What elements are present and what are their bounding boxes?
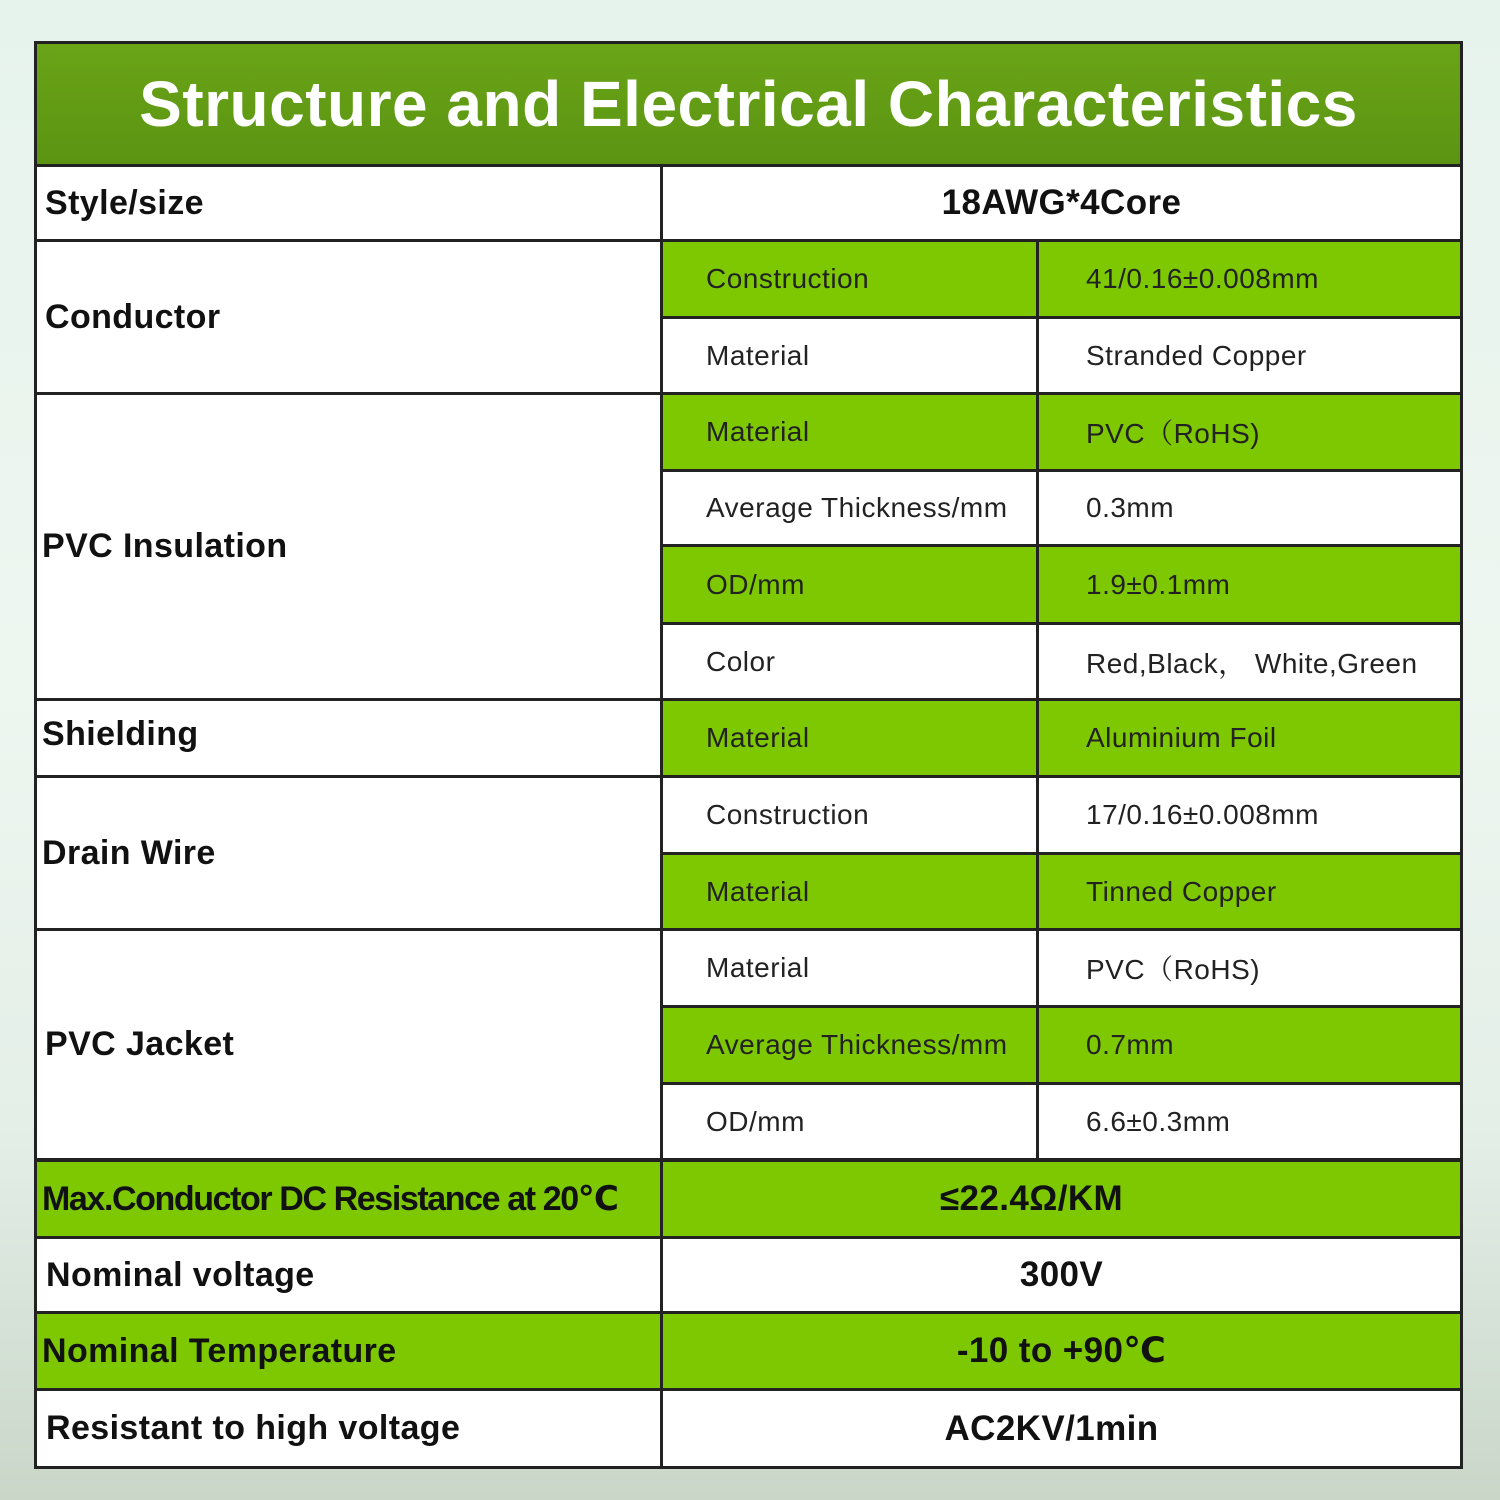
jacket-label: PVC Jacket (37, 931, 660, 1158)
voltage-label: Nominal voltage (37, 1239, 660, 1311)
conductor-label: Conductor (37, 242, 660, 392)
drain-wire-property: Construction (663, 778, 1036, 852)
style-size-value: 18AWG*4Core (663, 167, 1460, 239)
drain-wire-property: Material (663, 855, 1036, 928)
temperature-label: Nominal Temperature (37, 1314, 660, 1388)
shielding-property: Material (663, 701, 1036, 775)
high-voltage-label: Resistant to high voltage (37, 1391, 660, 1466)
insulation-label: PVC Insulation (37, 395, 660, 698)
high-voltage-value: AC2KV/1min (663, 1391, 1460, 1466)
insulation-value: Red,Black， White,Green (1039, 625, 1460, 698)
insulation-value: 1.9±0.1mm (1039, 547, 1460, 622)
conductor-value: 41/0.16±0.008mm (1039, 242, 1460, 316)
drain-wire-value: Tinned Copper (1039, 855, 1460, 928)
jacket-property: Material (663, 931, 1036, 1005)
jacket-property: OD/mm (663, 1085, 1036, 1158)
voltage-value: 300V (663, 1239, 1460, 1311)
insulation-property: Average Thickness/mm (663, 472, 1036, 544)
insulation-property: OD/mm (663, 547, 1036, 622)
jacket-value: 6.6±0.3mm (1039, 1085, 1460, 1158)
insulation-property: Color (663, 625, 1036, 698)
conductor-property: Material (663, 319, 1036, 392)
shielding-label: Shielding (37, 701, 660, 775)
jacket-property: Average Thickness/mm (663, 1008, 1036, 1082)
drain-wire-value: 17/0.16±0.008mm (1039, 778, 1460, 852)
insulation-property: Material (663, 395, 1036, 469)
temperature-value: -10 to +90℃ (663, 1314, 1460, 1388)
style-size-label: Style/size (37, 167, 660, 239)
insulation-value: 0.3mm (1039, 472, 1460, 544)
shielding-value: Aluminium Foil (1039, 701, 1460, 775)
drain-wire-label: Drain Wire (37, 778, 660, 928)
conductor-value: Stranded Copper (1039, 319, 1460, 392)
jacket-value: 0.7mm (1039, 1008, 1460, 1082)
insulation-value: PVC（RoHS) (1039, 395, 1460, 469)
spec-table (34, 41, 1463, 1469)
resistance-value: ≤22.4Ω/KM (663, 1162, 1460, 1236)
conductor-property: Construction (663, 242, 1036, 316)
jacket-value: PVC（RoHS) (1039, 931, 1460, 1005)
resistance-label: Max.Conductor DC Resistance at 20℃ (37, 1162, 660, 1236)
table-title: Structure and Electrical Characteristics (37, 44, 1460, 164)
